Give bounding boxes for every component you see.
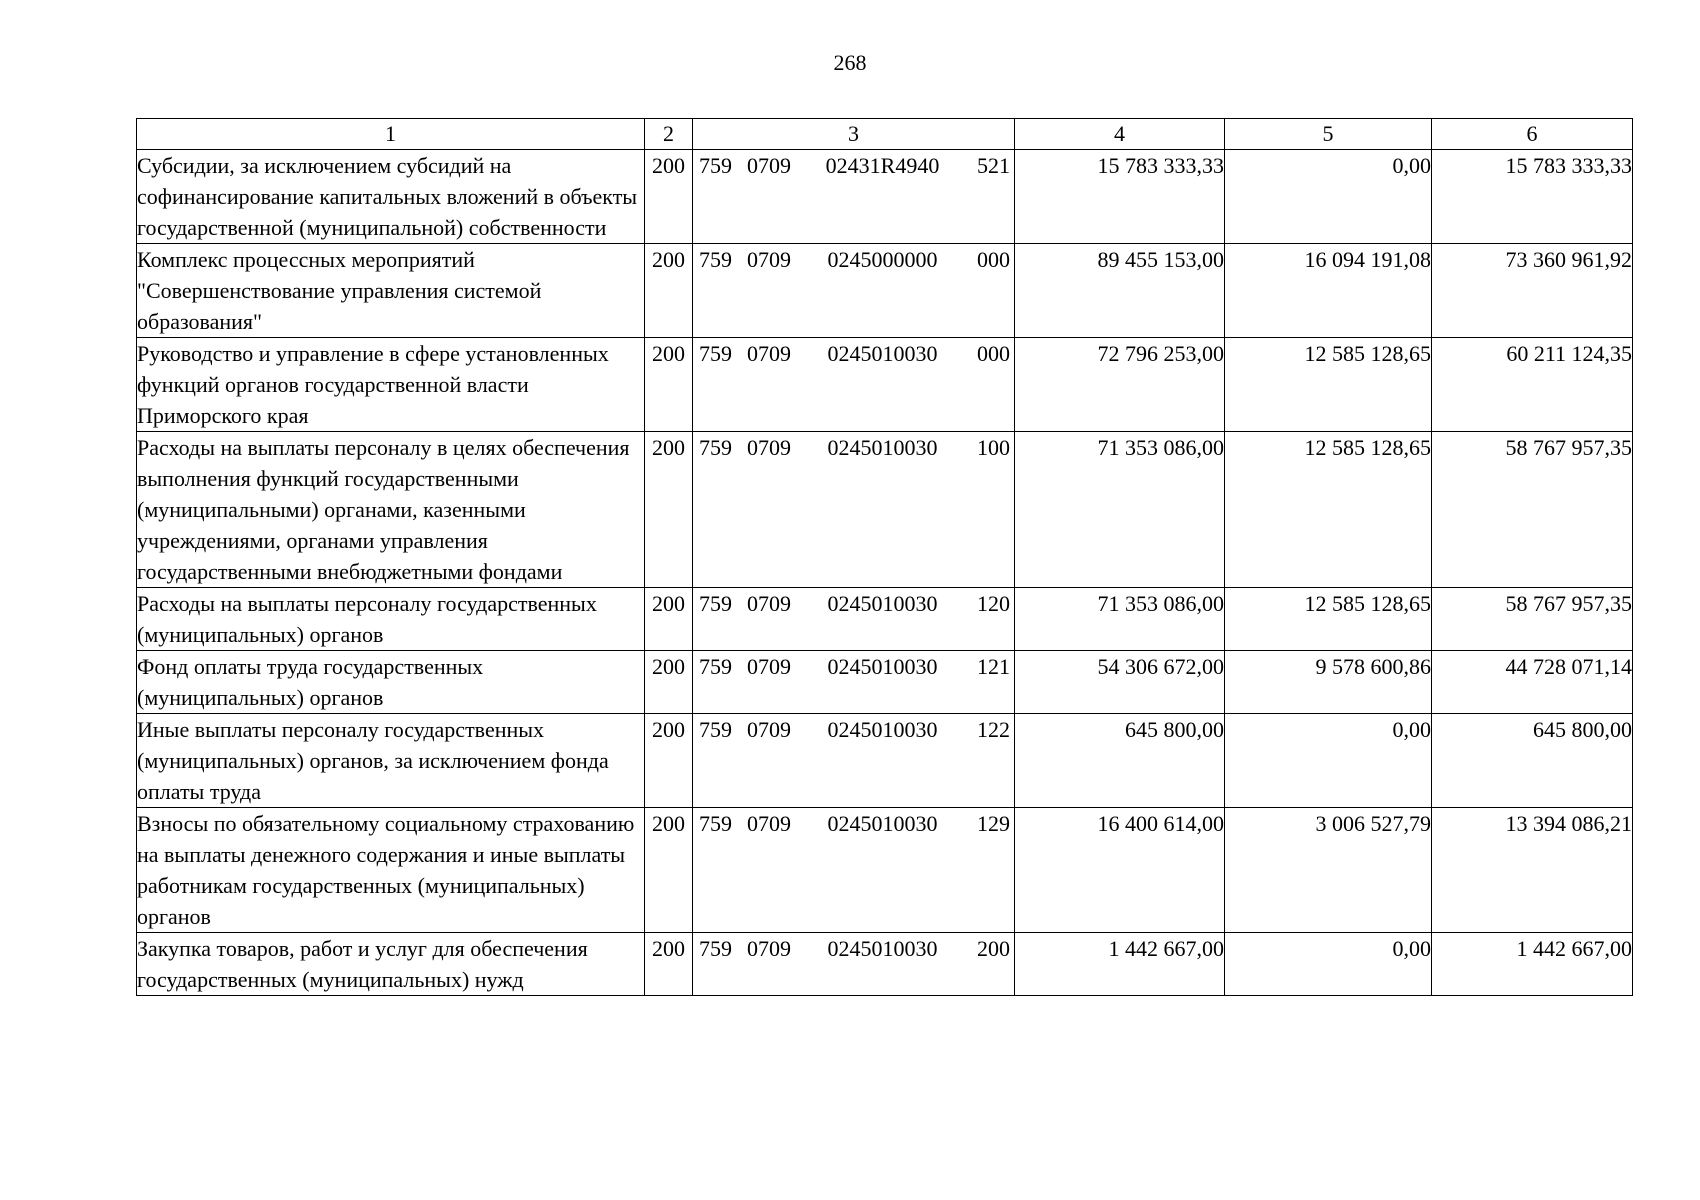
code-group bbox=[693, 244, 1014, 275]
row-col-6: 58 767 957,35 bbox=[1432, 432, 1633, 588]
code-ministry: 759 bbox=[699, 936, 732, 961]
row-name: Фонд оплаты труда государственных (муниципальных) органов bbox=[137, 651, 645, 714]
header-col-6: 6 bbox=[1432, 119, 1633, 150]
row-col-5: 0,00 bbox=[1225, 714, 1432, 808]
code-section: 0709 bbox=[747, 654, 791, 679]
code-ministry: 759 bbox=[699, 341, 732, 366]
page-number: 268 bbox=[833, 50, 867, 75]
row-col-5: 3 006 527,79 bbox=[1225, 808, 1432, 933]
code-target: 0245010030 bbox=[827, 341, 938, 366]
code-target: 0245010030 bbox=[827, 591, 938, 616]
row-col-5: 12 585 128,65 bbox=[1225, 588, 1432, 651]
row-col-4: 54 306 672,00 bbox=[1015, 651, 1225, 714]
row-col-2: 200 bbox=[645, 338, 693, 432]
row-name: Расходы на выплаты персоналу государственных (муниципальных) органов bbox=[137, 588, 645, 651]
code-group bbox=[693, 588, 1014, 619]
code-section: 0709 bbox=[747, 153, 791, 178]
row-col-2: 200 bbox=[645, 651, 693, 714]
row-col-5: 9 578 600,86 bbox=[1225, 651, 1432, 714]
row-col-2: 200 bbox=[645, 432, 693, 588]
row-col-2: 200 bbox=[645, 808, 693, 933]
row-col-3 bbox=[693, 651, 1015, 714]
code-group bbox=[693, 432, 1014, 463]
row-col-2: 200 bbox=[645, 150, 693, 244]
code-target: 0245000000 bbox=[827, 247, 938, 272]
header-row bbox=[137, 119, 1633, 150]
header-col-5: 5 bbox=[1225, 119, 1432, 150]
code-section: 0709 bbox=[747, 341, 791, 366]
row-col-5: 12 585 128,65 bbox=[1225, 432, 1432, 588]
code-section: 0709 bbox=[747, 717, 791, 742]
row-name: Расходы на выплаты персоналу в целях обеспечения выполнения функций государственными (муниципальными) органами, казенными учреждениями, органами управления государственными внебюджетными фондами bbox=[137, 432, 645, 588]
code-expense-type: 200 bbox=[977, 936, 1010, 961]
table-row bbox=[137, 588, 1633, 651]
row-col-4: 15 783 333,33 bbox=[1015, 150, 1225, 244]
code-expense-type: 521 bbox=[977, 153, 1010, 178]
code-target: 0245010030 bbox=[827, 936, 938, 961]
row-col-4: 16 400 614,00 bbox=[1015, 808, 1225, 933]
code-target: 02431R4940 bbox=[825, 153, 940, 178]
code-group bbox=[693, 651, 1014, 682]
budget-table bbox=[136, 118, 1633, 996]
row-col-3 bbox=[693, 432, 1015, 588]
header-col-3: 3 bbox=[693, 119, 1015, 150]
row-col-5: 16 094 191,08 bbox=[1225, 244, 1432, 338]
code-section: 0709 bbox=[747, 591, 791, 616]
row-col-3 bbox=[693, 588, 1015, 651]
row-col-6: 1 442 667,00 bbox=[1432, 933, 1633, 996]
row-col-4: 89 455 153,00 bbox=[1015, 244, 1225, 338]
row-name: Субсидии, за исключением субсидий на софинансирование капитальных вложений в объекты государственной (муниципальной) собственности bbox=[137, 150, 645, 244]
code-expense-type: 122 bbox=[977, 717, 1010, 742]
table-row bbox=[137, 933, 1633, 996]
header-col-4: 4 bbox=[1015, 119, 1225, 150]
table-row bbox=[137, 338, 1633, 432]
code-ministry: 759 bbox=[699, 811, 732, 836]
code-group bbox=[693, 338, 1014, 369]
row-col-6: 645 800,00 bbox=[1432, 714, 1633, 808]
header-col-2: 2 bbox=[645, 119, 693, 150]
row-name: Руководство и управление в сфере установленных функций органов государственной власти Приморского края bbox=[137, 338, 645, 432]
row-col-6: 13 394 086,21 bbox=[1432, 808, 1633, 933]
code-group bbox=[693, 714, 1014, 745]
code-target: 0245010030 bbox=[827, 717, 938, 742]
code-expense-type: 000 bbox=[977, 341, 1010, 366]
code-expense-type: 121 bbox=[977, 654, 1010, 679]
code-group bbox=[693, 933, 1014, 964]
code-expense-type: 100 bbox=[977, 435, 1010, 460]
code-target: 0245010030 bbox=[827, 435, 938, 460]
table-header bbox=[137, 119, 1633, 150]
code-ministry: 759 bbox=[699, 153, 732, 178]
row-col-6: 60 211 124,35 bbox=[1432, 338, 1633, 432]
code-expense-type: 129 bbox=[977, 811, 1010, 836]
row-col-6: 73 360 961,92 bbox=[1432, 244, 1633, 338]
row-col-6: 58 767 957,35 bbox=[1432, 588, 1633, 651]
table-row bbox=[137, 651, 1633, 714]
row-col-2: 200 bbox=[645, 588, 693, 651]
table-row bbox=[137, 150, 1633, 244]
row-name: Иные выплаты персоналу государственных (муниципальных) органов, за исключением фонда оплаты труда bbox=[137, 714, 645, 808]
code-expense-type: 120 bbox=[977, 591, 1010, 616]
row-col-3 bbox=[693, 338, 1015, 432]
row-col-3 bbox=[693, 933, 1015, 996]
row-col-3 bbox=[693, 244, 1015, 338]
row-col-6: 15 783 333,33 bbox=[1432, 150, 1633, 244]
code-section: 0709 bbox=[747, 811, 791, 836]
code-section: 0709 bbox=[747, 435, 791, 460]
row-name: Закупка товаров, работ и услуг для обеспечения государственных (муниципальных) нужд bbox=[137, 933, 645, 996]
code-ministry: 759 bbox=[699, 435, 732, 460]
row-col-2: 200 bbox=[645, 933, 693, 996]
code-ministry: 759 bbox=[699, 247, 732, 272]
row-col-4: 71 353 086,00 bbox=[1015, 588, 1225, 651]
row-name: Комплекс процессных мероприятий "Совершенствование управления системой образования" bbox=[137, 244, 645, 338]
code-group bbox=[693, 150, 1014, 181]
row-col-4: 645 800,00 bbox=[1015, 714, 1225, 808]
code-section: 0709 bbox=[747, 247, 791, 272]
table-body bbox=[137, 150, 1633, 996]
row-col-4: 72 796 253,00 bbox=[1015, 338, 1225, 432]
row-col-2: 200 bbox=[645, 244, 693, 338]
code-ministry: 759 bbox=[699, 591, 732, 616]
code-target: 0245010030 bbox=[827, 654, 938, 679]
row-col-3 bbox=[693, 714, 1015, 808]
code-section: 0709 bbox=[747, 936, 791, 961]
header-col-1: 1 bbox=[137, 119, 645, 150]
row-name: Взносы по обязательному социальному страхованию на выплаты денежного содержания и иные выплаты работникам государственных (муниципальных) органов bbox=[137, 808, 645, 933]
table-row bbox=[137, 432, 1633, 588]
row-col-4: 71 353 086,00 bbox=[1015, 432, 1225, 588]
code-target: 0245010030 bbox=[827, 811, 938, 836]
table-row bbox=[137, 244, 1633, 338]
row-col-3 bbox=[693, 150, 1015, 244]
table-row bbox=[137, 808, 1633, 933]
code-ministry: 759 bbox=[699, 717, 732, 742]
table-row bbox=[137, 714, 1633, 808]
code-group bbox=[693, 808, 1014, 839]
code-expense-type: 000 bbox=[977, 247, 1010, 272]
row-col-2: 200 bbox=[645, 714, 693, 808]
row-col-3 bbox=[693, 808, 1015, 933]
row-col-4: 1 442 667,00 bbox=[1015, 933, 1225, 996]
row-col-5: 0,00 bbox=[1225, 150, 1432, 244]
row-col-6: 44 728 071,14 bbox=[1432, 651, 1633, 714]
row-col-5: 0,00 bbox=[1225, 933, 1432, 996]
code-ministry: 759 bbox=[699, 654, 732, 679]
row-col-5: 12 585 128,65 bbox=[1225, 338, 1432, 432]
